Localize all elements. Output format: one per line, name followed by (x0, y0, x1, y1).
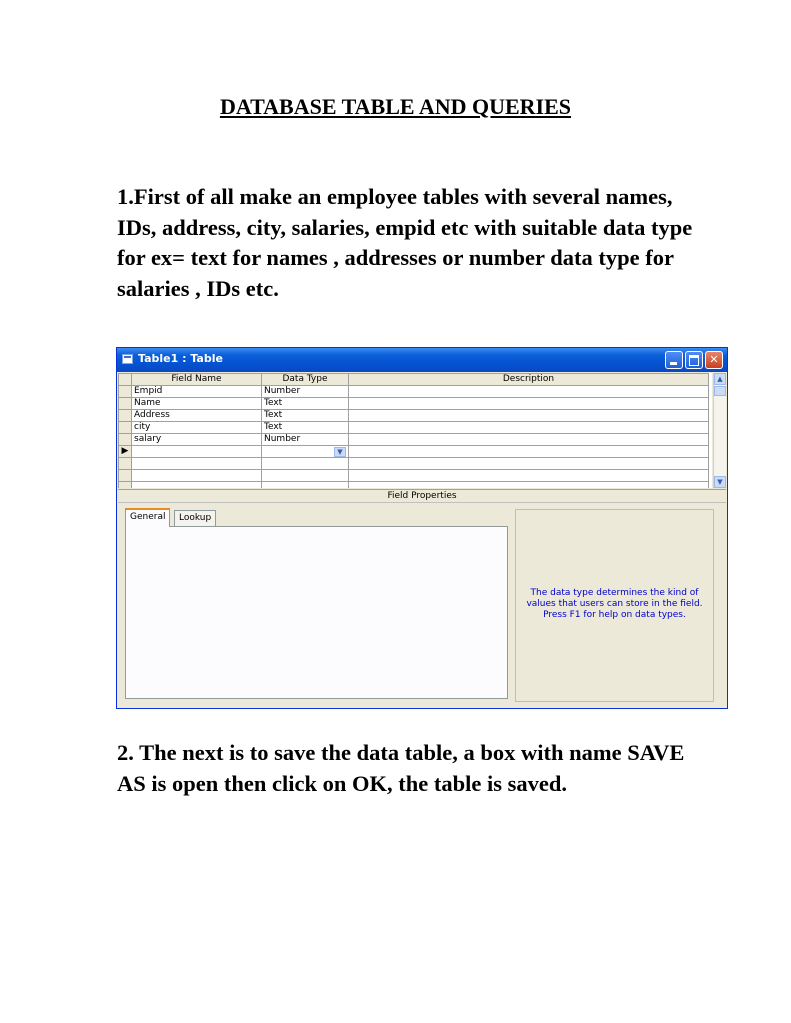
description-cell[interactable] (349, 458, 709, 470)
current-row[interactable] (119, 446, 709, 458)
table-row[interactable] (119, 422, 709, 434)
table-row[interactable] (119, 398, 709, 410)
field-properties-label: Field Properties (118, 489, 726, 503)
field-name-cell[interactable] (132, 470, 262, 482)
table-row[interactable] (119, 470, 709, 482)
row-selector[interactable] (119, 410, 132, 422)
field-name-cell[interactable]: Address (132, 410, 262, 422)
dropdown-arrow-icon[interactable]: ▼ (334, 447, 346, 457)
tab-general[interactable]: General (125, 508, 170, 527)
row-selector[interactable] (119, 386, 132, 398)
table-row[interactable] (119, 458, 709, 470)
data-type-cell[interactable] (262, 470, 349, 482)
description-cell[interactable] (349, 482, 709, 489)
field-name-cell[interactable] (132, 482, 262, 489)
field-grid (118, 373, 712, 488)
data-type-cell[interactable]: Text (262, 422, 349, 434)
column-header-data-type[interactable]: Data Type (262, 374, 349, 386)
row-selector[interactable] (119, 422, 132, 434)
table-design-window (116, 347, 728, 709)
table-row[interactable] (119, 482, 709, 489)
field-name-cell[interactable]: Name (132, 398, 262, 410)
scroll-down-icon[interactable]: ▼ (714, 476, 726, 488)
vertical-scrollbar[interactable] (713, 373, 726, 488)
document-title: DATABASE TABLE AND QUERIES (219, 94, 572, 119)
help-text: The data type determines the kind of values that users can store in the field. Press F1 for help on data types. (526, 588, 703, 620)
instruction-step-2: 2. The next is to save the data table, a box with name SAVE AS is open then click on OK, the table is saved. (117, 740, 685, 796)
row-selector[interactable] (119, 398, 132, 410)
field-name-cell[interactable] (132, 458, 262, 470)
description-cell[interactable] (349, 386, 709, 398)
general-properties-panel (125, 526, 508, 699)
description-cell[interactable] (349, 422, 709, 434)
description-cell[interactable] (349, 470, 709, 482)
table-row[interactable] (119, 386, 709, 398)
field-name-cell[interactable]: city (132, 422, 262, 434)
close-icon[interactable]: ✕ (705, 351, 723, 369)
field-name-cell[interactable]: Empid (132, 386, 262, 398)
row-selector[interactable] (119, 434, 132, 446)
maximize-icon[interactable] (685, 351, 703, 369)
row-selector[interactable] (119, 470, 132, 482)
minimize-icon[interactable] (665, 351, 683, 369)
data-type-cell[interactable]: Text (262, 410, 349, 422)
table-row[interactable] (119, 410, 709, 422)
description-cell[interactable] (349, 446, 709, 458)
row-selector-header[interactable] (119, 374, 132, 386)
record-pointer-icon[interactable]: ▶ (119, 446, 132, 458)
data-type-cell[interactable]: Number (262, 434, 349, 446)
data-type-cell[interactable] (262, 458, 349, 470)
instruction-step-1: 1.First of all make an employee tables with several names, IDs, address, city, salaries, empid etc with suitable data type for ex= text for names , addresses or number data type for salaries , IDs etc. (117, 184, 693, 301)
table-icon (122, 354, 133, 364)
column-header-description[interactable]: Description (349, 374, 709, 386)
row-selector[interactable] (119, 482, 132, 489)
data-type-cell[interactable]: Text (262, 398, 349, 410)
field-name-cell[interactable] (132, 446, 262, 458)
help-panel (515, 509, 714, 702)
scroll-thumb[interactable] (714, 386, 726, 396)
scroll-up-icon[interactable]: ▲ (714, 373, 726, 385)
row-selector[interactable] (119, 458, 132, 470)
table-row[interactable] (119, 434, 709, 446)
window-titlebar[interactable] (117, 348, 727, 372)
data-type-cell[interactable]: Number (262, 386, 349, 398)
data-type-cell[interactable] (262, 446, 349, 458)
description-cell[interactable] (349, 434, 709, 446)
column-header-field-name[interactable]: Field Name (132, 374, 262, 386)
tab-lookup[interactable]: Lookup (174, 510, 216, 526)
field-name-cell[interactable]: salary (132, 434, 262, 446)
description-cell[interactable] (349, 398, 709, 410)
description-cell[interactable] (349, 410, 709, 422)
grid-header-row (119, 374, 709, 386)
data-type-cell[interactable] (262, 482, 349, 489)
window-title: Table1 : Table (138, 352, 223, 365)
